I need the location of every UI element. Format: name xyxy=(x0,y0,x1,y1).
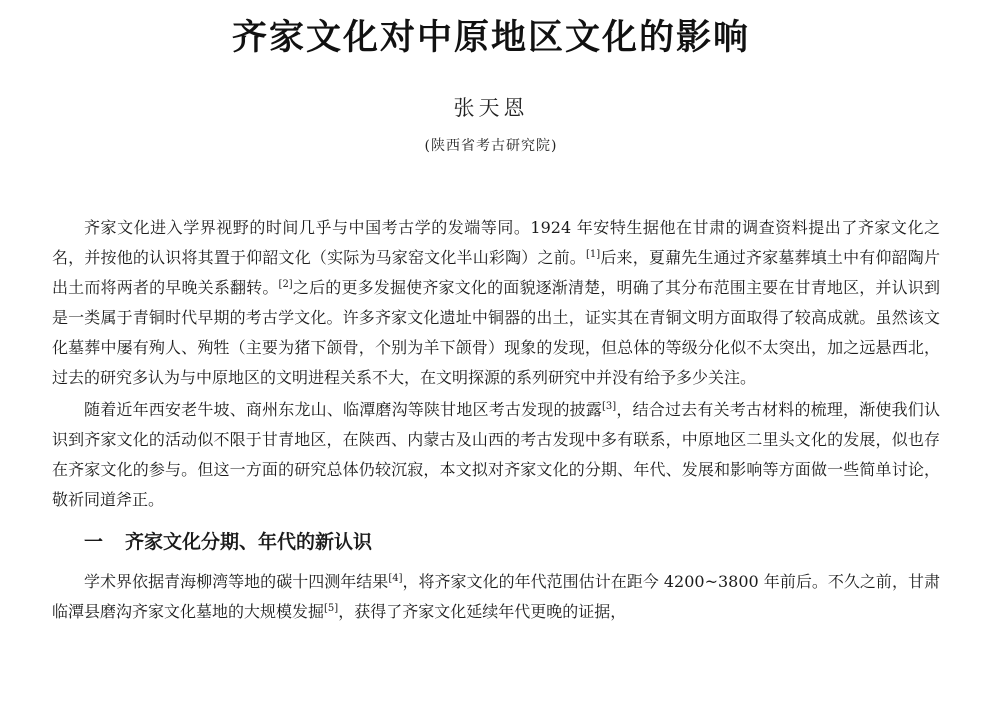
citation-marker: [4] xyxy=(388,573,403,584)
article-title: 齐家文化对中原地区文化的影响 xyxy=(231,18,750,58)
article-author: 张天恩 xyxy=(453,96,529,120)
body-paragraph-2 xyxy=(52,395,940,515)
citation-marker: [1] xyxy=(586,249,601,260)
citation-marker: [3] xyxy=(602,401,617,412)
paragraph-text: 学术界依据青海柳湾等地的碳十四测年结果 xyxy=(84,572,389,591)
section-number: 一 xyxy=(84,531,104,553)
section-title: 齐家文化分期、年代的新认识 xyxy=(125,531,373,553)
paragraph-text: 之后的更多发掘使齐家文化的面貌逐渐清楚，明确了其分布范围主要在甘青地区，并认识到是一类属于青铜时代早期的考古学文化。许多齐家文化遗址中铜器的出土，证实其在青铜文明方面取得了较高成就。虽然该文化墓葬中屡有殉人、殉牲（主要为猪下颌骨，个别为羊下颌骨）现象的发现，但总体的等级分化似不太突出，加之远悬西北，过去的研究多认为与中原地区的文明进程关系不大，在文明探源的系列研究中并没有给予多少关注。 xyxy=(52,278,940,387)
paragraph-text: 随着近年西安老牛坡、商州东龙山、临潭磨沟等陕甘地区考古发现的披露 xyxy=(84,400,603,419)
article-body xyxy=(52,213,940,627)
paragraph-text: 齐家文化进入学界视野的时间几乎与中国考古学的发端等同。1924 年安特生据他在甘肃的调查资料提出了齐家文化之名，并按他的认识将其置于仰韶文化（实际为马家窑文化半山彩陶）之前。 xyxy=(52,218,940,267)
citation-marker: [2] xyxy=(278,279,293,290)
author-affiliation: (陕西省考古研究院) xyxy=(424,138,558,154)
paragraph-text: ，将齐家文化的年代范围估计在距今 4200~3800 年前后。不久之前，甘肃临潭县磨沟齐家文化墓地的大规模发掘 xyxy=(52,572,940,621)
paragraph-text: ，结合过去有关考古材料的梳理，渐使我们认识到齐家文化的活动似不限于甘青地区，在陕西、内蒙古及山西的考古发现中多有联系，中原地区二里头文化的发展，似也存在齐家文化的参与。但这一方面的研究总体仍较沉寂，本文拟对齐家文化的分期、年代、发展和影响等方面做一些简单讨论，敬祈同道斧正。 xyxy=(52,400,940,509)
body-paragraph-3 xyxy=(52,567,940,627)
paragraph-text: ，获得了齐家文化延续年代更晚的证据， xyxy=(338,602,627,621)
body-paragraph-1 xyxy=(52,213,940,393)
section-heading xyxy=(84,527,940,557)
citation-marker: [5] xyxy=(324,603,339,614)
paragraph-text: 后来，夏鼐先生通过齐家墓葬填土中有仰韶陶片出土而将两者的早晚关系翻转。 xyxy=(52,248,940,297)
